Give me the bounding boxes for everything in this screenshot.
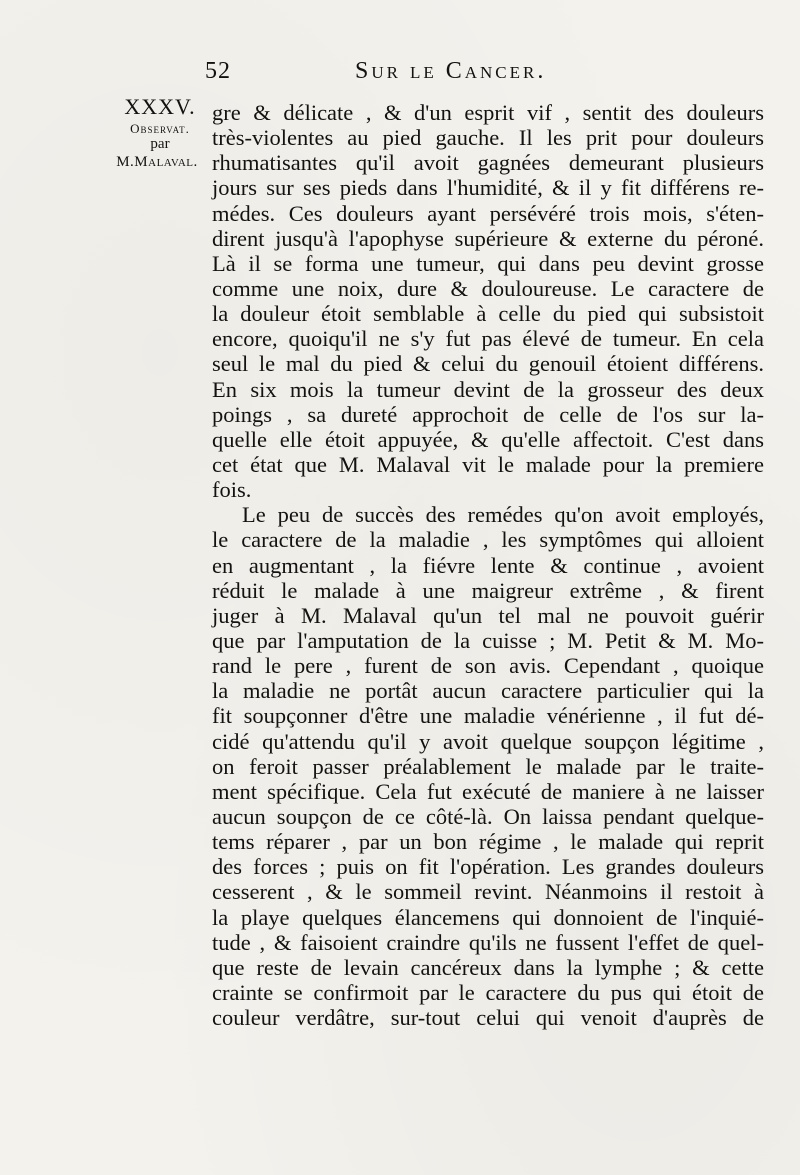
text-line: Là il se forma une tumeur, qui dans peu devint grosse [212, 250, 764, 276]
text-line: on feroit passer préalablement le malade par le traite- [212, 753, 764, 779]
text-line: En six mois la tumeur devint de la grosseur des deux [212, 376, 764, 402]
text-line: seul le mal du pied & celui du genouil étoient différens. [212, 351, 764, 377]
margin-note [110, 96, 210, 170]
text-line: médes. Ces douleurs ayant persévéré trois mois, s'éten- [212, 200, 764, 226]
text-line: réduit le malade à une maigreur extrême , & firent [212, 577, 764, 603]
text-line: fois. [212, 477, 252, 503]
text-line: que reste de levain cancéreux dans la lymphe ; & cette [212, 954, 764, 980]
text-line: très-violentes au pied gauche. Il les prit pour douleurs [212, 125, 764, 151]
text-line: crainte se confirmoit par le caractere du pus qui étoit de [212, 979, 764, 1005]
observation-author: M.Malaval. [116, 154, 198, 170]
observation-label: Observat. [130, 121, 190, 136]
text-line: poings , sa dureté approchoit de celle de l'os sur la- [212, 401, 764, 427]
text-line: la douleur étoit semblable à celle du pied qui subsistoit [212, 301, 764, 327]
page-number: 52 [205, 58, 231, 84]
text-line: que par l'amputation de la cuisse ; M. Petit & M. Mo- [212, 627, 764, 653]
text-line: le caractere de la maladie , les symptômes qui alloient [212, 527, 764, 553]
text-line: rhumatisantes qu'il avoit gagnées demeurant plusieurs [212, 150, 764, 176]
text-line: des forces ; puis on fit l'opération. Les grandes douleurs [212, 854, 764, 880]
observation-number: XXXV. [124, 94, 196, 119]
running-title: Sur le Cancer. [355, 58, 547, 84]
text-line: encore, quoiqu'il ne s'y fut pas élevé de tumeur. En cela [212, 326, 764, 352]
text-line: juger à M. Malaval qu'un tel mal ne pouvoit guérir [212, 602, 764, 628]
text-line: couleur verdâtre, sur-tout celui qui venoit d'auprès de [212, 1005, 764, 1031]
text-line: jours sur ses pieds dans l'humidité, & il y fit différens re- [212, 175, 764, 201]
text-line: aucun soupçon de ce côté-là. On laissa pendant quelque- [212, 803, 764, 829]
text-line: rand le pere , furent de son avis. Cependant , quoique [212, 653, 764, 679]
text-line: tude , & faisoient craindre qu'ils ne fussent l'effet de quel- [212, 929, 764, 955]
paragraph-start-line: Le peu de succès des remédes qu'on avoit employés, [242, 502, 764, 528]
text-line: gre & délicate , & d'un esprit vif , sentit des douleurs [212, 100, 764, 125]
text-line: la maladie ne portât aucun caractere particulier qui la [212, 678, 764, 704]
observation-par: par [150, 136, 170, 152]
text-line: en augmentant , la fiévre lente & continue , avoient [212, 552, 764, 578]
text-line: dirent jusqu'à l'apophyse supérieure & externe du péroné. [212, 225, 764, 251]
text-line: fit soupçonner d'être une maladie vénérienne , il fut dé- [212, 703, 764, 729]
text-line: comme une noix, dure & douloureuse. Le caractere de [212, 275, 764, 301]
text-line: cesserent , & le sommeil revint. Néanmoins il restoit à [212, 879, 764, 905]
page-header [205, 58, 765, 92]
text-line: cidé qu'attendu qu'il y avoit quelque soupçon légitime , [212, 728, 764, 754]
text-line: cet état que M. Malaval vit le malade pour la premiere [212, 451, 764, 477]
text-line: la playe quelques élancemens qui donnoient de l'inquié- [212, 904, 764, 930]
text-line: ment spécifique. Cela fut exécuté de maniere à ne laisser [212, 778, 764, 804]
text-line: tems réparer , par un bon régime , le malade qui reprit [212, 829, 764, 855]
text-line: quelle elle étoit appuyée, & qu'elle affectoit. C'est dans [212, 426, 764, 452]
body-text [212, 100, 764, 1030]
